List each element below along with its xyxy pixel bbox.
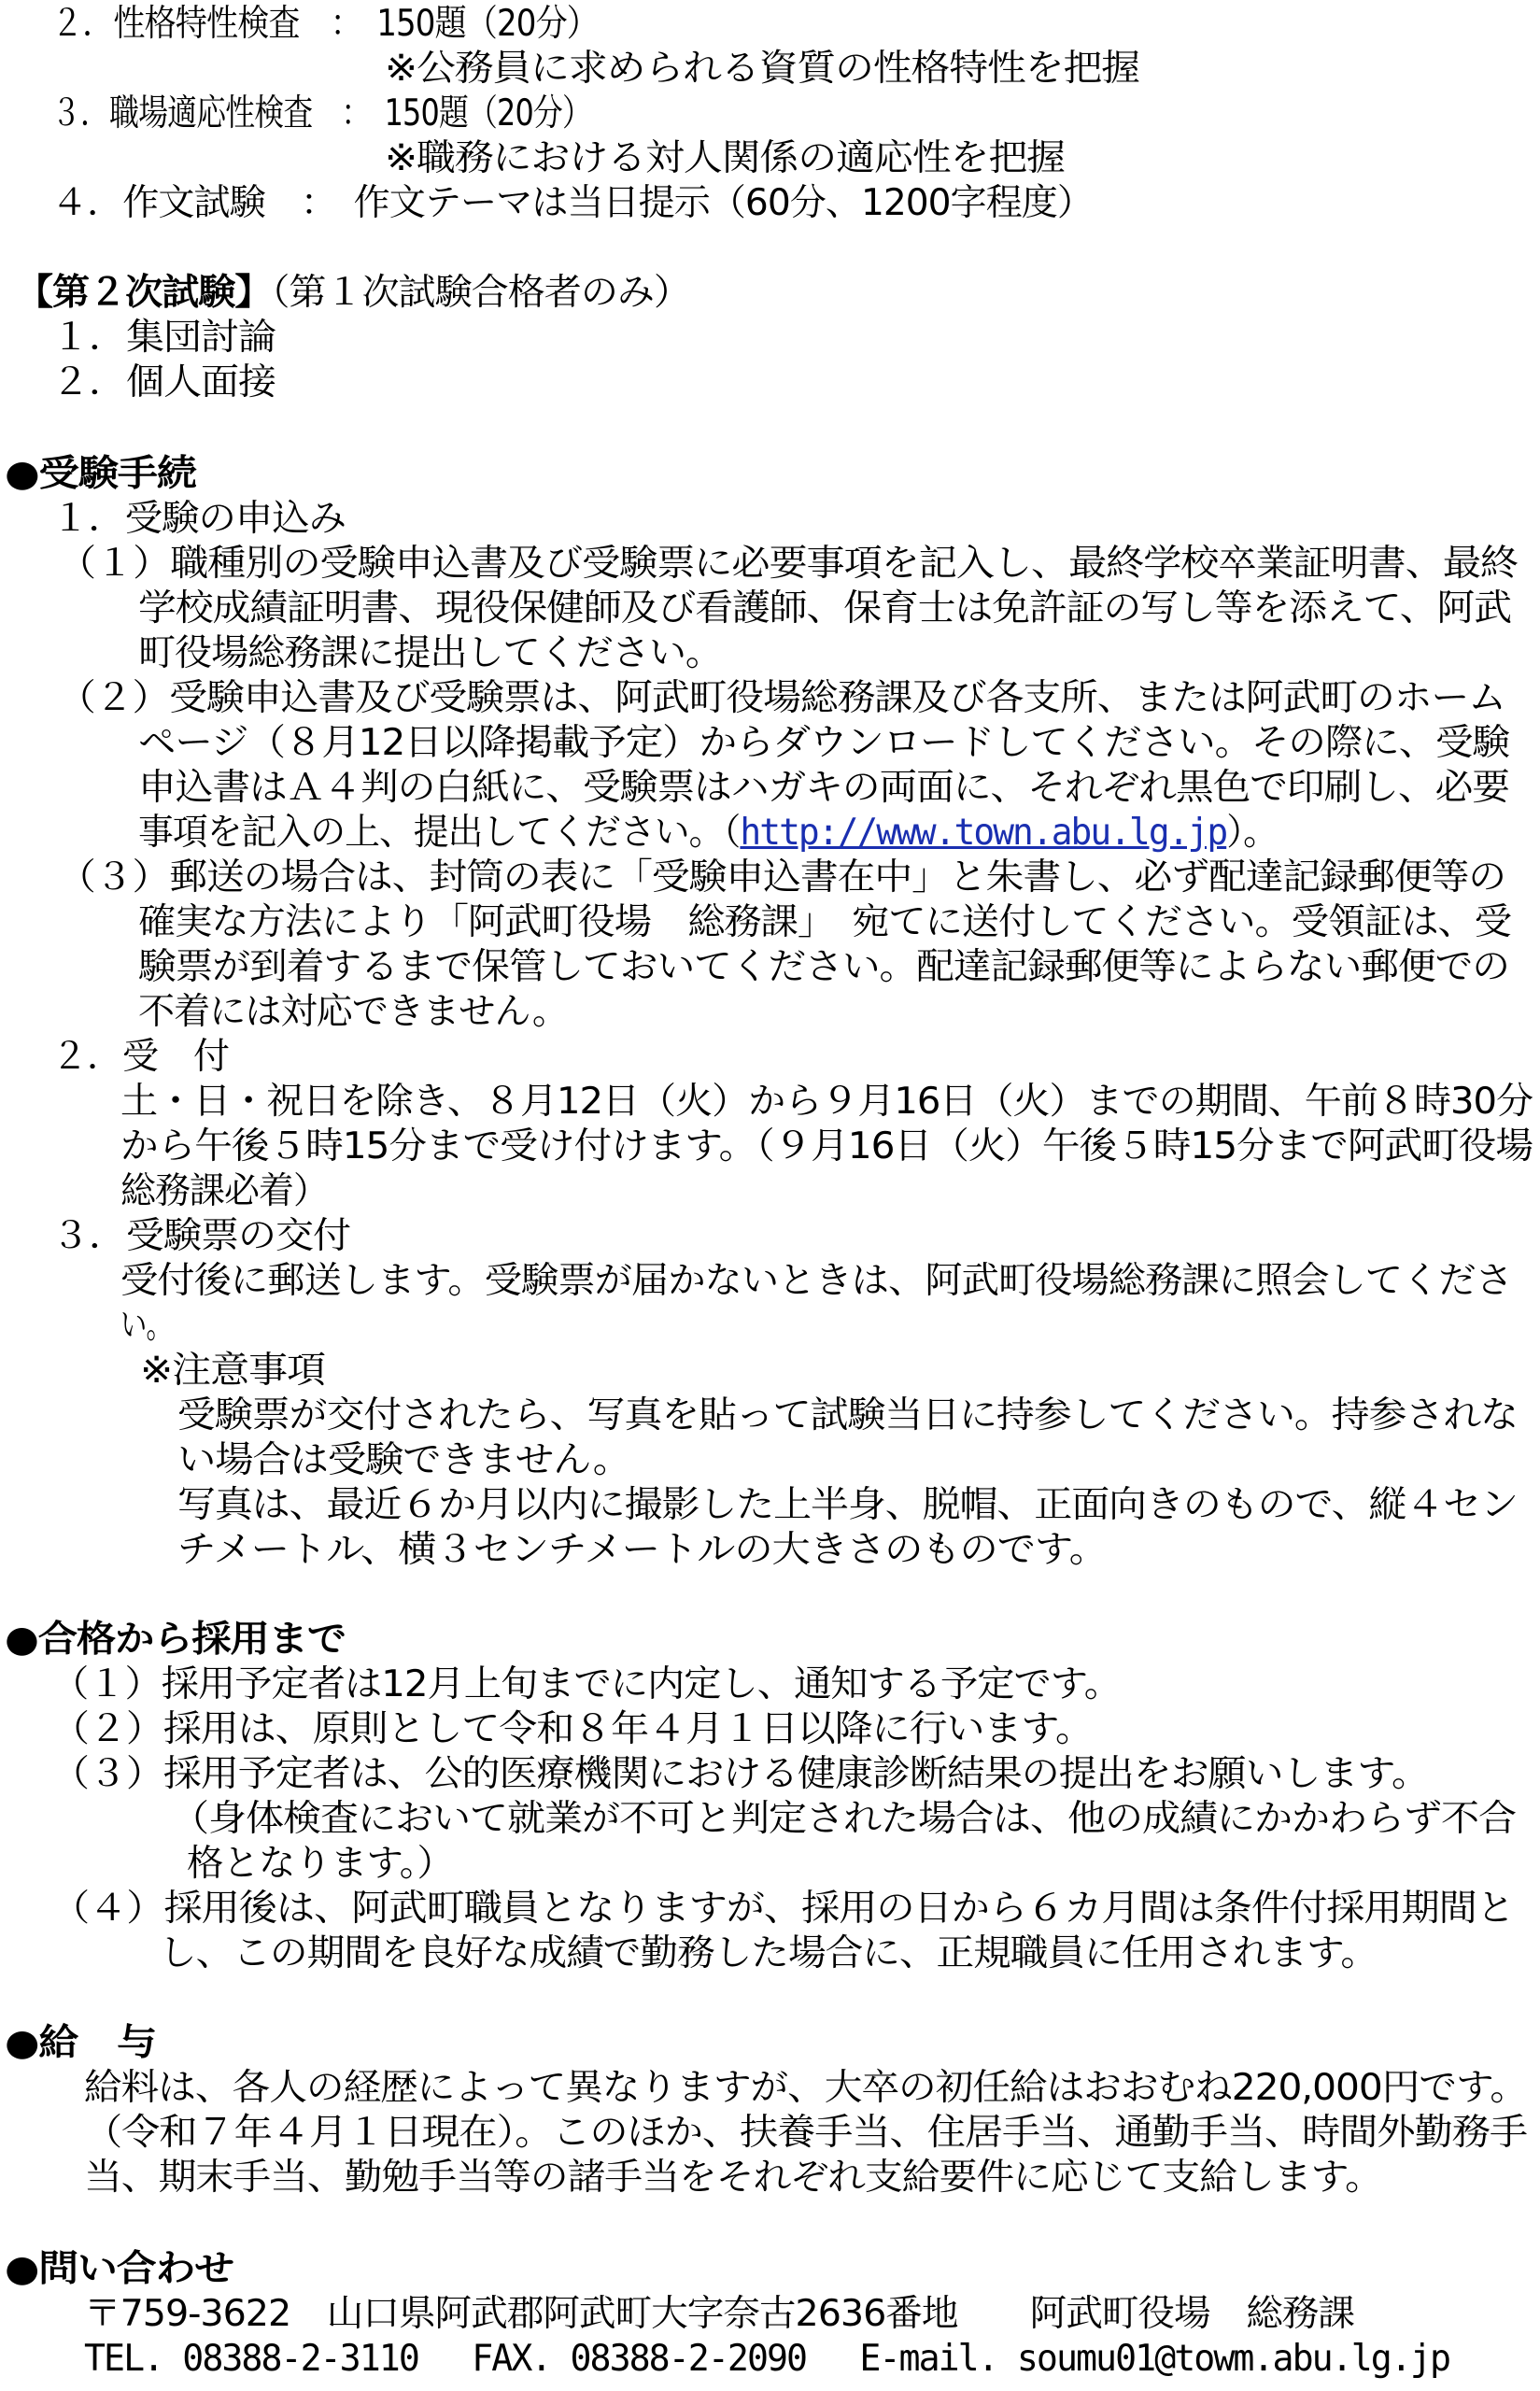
procedure-heading: ●受験手続 <box>5 453 197 495</box>
hiring-line: （１）採用予定者は12月上旬までに内定し、通知する予定です。 <box>51 1663 1121 1705</box>
hiring-line: （３）採用予定者は、公的医療機関における健康診断結果の提出をお願いします。 <box>51 1753 1429 1795</box>
procedure-p3-line: （３）郵送の場合は、封筒の表に「受験申込書在中」と朱書し、必ず配達記録郵便等の <box>58 856 1505 898</box>
reception-line: から午後５時15分まで受け付けます。（９月16日（火）午後５時15分まで阿武町役場 <box>120 1125 1533 1167</box>
ticket-line: 受付後に郵送します。受験票が届かないときは、阿武町役場総務課に照会してくださ <box>120 1260 1512 1302</box>
caution-line: 受験票が交付されたら、写真を貼って試験当日に持参してください。持参されな <box>177 1394 1518 1436</box>
contact-tel-fax-email: TEL. 08388-2-3110 FAX. 08388-2-2090 E-mail. soumu01@towm.abu.lg.jp <box>84 2338 1449 2380</box>
procedure-p1-line: 学校成績証明書、現役保健師及び看護師、保育士は免許証の写し等を添えて、阿武 <box>138 587 1511 630</box>
salary-line: （令和７年４月１日現在）。このほか、扶養手当、住居手当、通勤手当、時間外勤務手 <box>84 2112 1527 2154</box>
procedure-p1-line: （１）職種別の受験申込書及び受験票に必要事項を記入し、最終学校卒業証明書、最終 <box>58 543 1518 585</box>
procedure-p2-line: （２）受験申込書及び受験票は、阿武町役場総務課及び各支所、または阿武町のホーム <box>58 677 1505 719</box>
exam-item-2-note: ※公務員に求められる資質の性格特性を把握 <box>385 48 1139 90</box>
homepage-link[interactable]: http://www.town.abu.lg.jp <box>740 812 1227 854</box>
caution-line: い場合は受験できません。 <box>177 1439 630 1481</box>
ticket-line: い。 <box>120 1305 172 1347</box>
hiring-line: （４）採用後は、阿武町職員となりますが、採用の日から６カ月間は条件付採用期間と <box>51 1888 1514 1930</box>
exam-item-4: ４．作文試験 ： 作文テーマは当日提示（60分、1200字程度） <box>51 182 1093 224</box>
hiring-line: 格となります。） <box>187 1843 453 1885</box>
second-exam-item: １．集団討論 <box>51 317 276 359</box>
procedure-sub-reception: ２．受 付 <box>51 1036 229 1078</box>
procedure-p3-line: 験票が到着するまで保管しておいてください。配達記録郵便等によらない郵便での <box>138 946 1509 988</box>
contact-heading: ●問い合わせ <box>5 2248 233 2290</box>
procedure-p2-line: 事項を記入の上、提出してください。（http://www.town.abu.lg.jp）。 <box>138 812 1278 854</box>
procedure-sub-application: １．受験の申込み <box>51 498 346 540</box>
reception-line: 土・日・祝日を除き、８月12日（火）から９月16日（火）までの期間、午前８時30分 <box>120 1081 1533 1123</box>
hiring-heading: ●合格から採用まで <box>5 1619 346 1661</box>
procedure-p1-line: 町役場総務課に提出してください。 <box>138 632 722 674</box>
caution-heading: ※注意事項 <box>140 1350 325 1392</box>
procedure-p3-line: 不着には対応できません。 <box>138 991 568 1033</box>
hiring-line: （２）採用は、原則として令和８年４月１日以降に行います。 <box>51 1708 1093 1750</box>
salary-heading: ●給 与 <box>5 2022 156 2064</box>
second-exam-item: ２．個人面接 <box>51 361 276 403</box>
second-exam-heading: 【第２次試験】（第１次試験合格者のみ） <box>16 272 691 314</box>
contact-address: 〒759-3622 山口県阿武郡阿武町大字奈古2636番地 阿武町役場 総務課 <box>84 2293 1355 2335</box>
procedure-sub-ticket: ３．受験票の交付 <box>51 1215 350 1257</box>
procedure-p2-line: ページ（８月12日以降掲載予定）からダウンロードしてください。その際に、受験 <box>138 722 1509 764</box>
procedure-p3-line: 確実な方法により「阿武町役場 総務課」 宛てに送付してください。受領証は、受 <box>138 901 1511 943</box>
exam-item-3-note: ※職務における対人関係の適応性を把握 <box>385 137 1065 179</box>
caution-line: チメートル、横３センチメートルの大きさのものです。 <box>177 1529 1107 1571</box>
caution-line: 写真は、最近６か月以内に撮影した上半身、脱帽、正面向きのもので、縦４セン <box>177 1484 1518 1526</box>
salary-line: 当、期末手当、勤勉手当等の諸手当をそれぞれ支給要件に応じて支給します。 <box>84 2157 1382 2199</box>
reception-line: 総務課必着） <box>120 1170 328 1212</box>
exam-item-3: ３．職場適応性検査 ： 150題（20分） <box>51 92 591 134</box>
procedure-p2-line: 申込書はＡ４判の白紙に、受験票はハガキの両面に、それぞれ黒色で印刷し、必要 <box>138 767 1509 809</box>
salary-line: 給料は、各人の経歴によって異なりますが、大卒の初任給はおおむね220,000円です。 <box>84 2067 1528 2109</box>
hiring-line: し、この期間を良好な成績で勤務した場合に、正規職員に任用されます。 <box>159 1932 1378 1974</box>
exam-item-2: ２．性格特性検査 ： 150題（20分） <box>51 3 598 45</box>
hiring-line: （身体検査において就業が不可と判定された場合は、他の成績にかかわらず不合 <box>171 1798 1516 1840</box>
